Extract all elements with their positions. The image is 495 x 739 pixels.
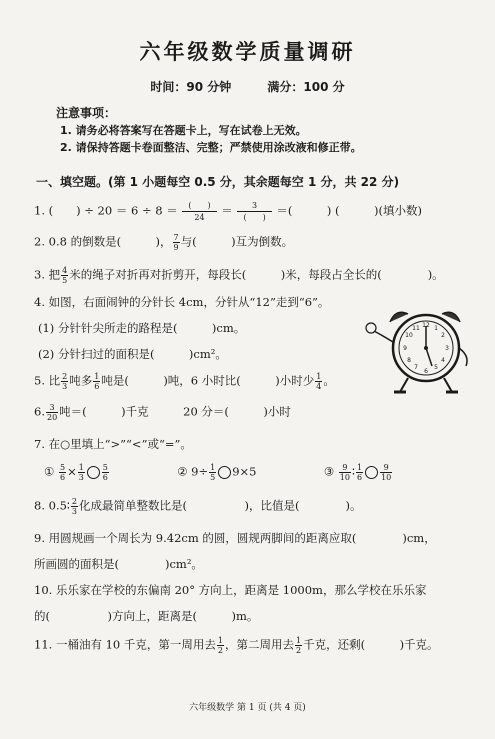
- fraction: $\frac{7}{9}$: [173, 233, 179, 252]
- svg-text:5: 5: [434, 364, 438, 371]
- svg-text:6: 6: [424, 368, 428, 375]
- fraction: $\frac{1}{6}$: [356, 463, 363, 482]
- fraction: $\frac{3}{( )}$: [237, 200, 271, 223]
- fraction: $\frac{( )}{24}$: [182, 200, 216, 223]
- compare-circle[interactable]: [218, 466, 231, 479]
- time-limit: 时间：90 分钟: [150, 80, 232, 94]
- svg-text:1: 1: [434, 325, 438, 332]
- compare-circle[interactable]: [365, 466, 378, 479]
- question-4-2: (2) 分针扫过的面积是( )cm²。: [38, 347, 227, 361]
- svg-text:12: 12: [422, 322, 430, 329]
- question-5: 5. 比 $\frac{2}{3}$ 吨多 $\frac{1}{6}$ 吨是( )吨，6 小时比( )小时少 $\frac{1}{4}$ 。: [34, 372, 335, 391]
- svg-text:9: 9: [403, 345, 407, 352]
- fraction: $\frac{1}{2}$: [217, 636, 223, 655]
- question-2: 2. 0.8 的倒数是( )， $\frac{7}{9}$ 与( )互为倒数。: [34, 233, 294, 252]
- full-score: 满分：100 分: [267, 80, 345, 94]
- alarm-clock-icon: [362, 300, 472, 400]
- svg-text:4: 4: [441, 357, 445, 364]
- question-7: 7. 在○里填上“>”“<”或“=”。: [34, 437, 192, 451]
- svg-text:11: 11: [412, 325, 420, 332]
- fraction: $\frac{5}{6}$: [59, 463, 66, 482]
- exam-info: [0, 78, 495, 95]
- fraction: $\frac{2}{3}$: [62, 372, 68, 391]
- svg-text:2: 2: [441, 332, 445, 339]
- fraction: $\frac{1}{5}$: [210, 463, 216, 482]
- fraction: $\frac{4}{5}$: [62, 266, 68, 285]
- question-8: 8. 0.5∶ $\frac{2}{3}$ 化成最简单整数比是( )，比值是( )。: [34, 497, 362, 516]
- fraction: $\frac{1}{2}$: [295, 636, 302, 655]
- svg-text:7: 7: [414, 364, 418, 371]
- svg-text:10: 10: [405, 332, 413, 339]
- fraction: $\frac{9}{10}$: [381, 463, 392, 482]
- fraction: $\frac{1}{6}$: [94, 372, 100, 391]
- question-9: 9. 用圆规画一个周长为 9.42cm 的圆，圆规两脚间的距离应取( )cm，: [34, 531, 436, 545]
- notice-item: 2. 请保持答题卡卷面整洁、完整；严禁使用涂改液和修正带。: [60, 141, 362, 154]
- section-heading: 一、填空题。(第 1 小题每空 0.5 分，其余题每空 1 分，共 22 分): [36, 175, 400, 189]
- question-11: 11. 一桶油有 10 千克，第一周用去 $\frac{1}{2}$ ，第二周用去 $\frac{1}{2}$ 千克，还剩( )千克。: [34, 636, 439, 655]
- fraction: $\frac{2}{3}$: [71, 497, 78, 516]
- fraction: $\frac{1}{4}$: [316, 372, 322, 391]
- compare-circle[interactable]: [87, 466, 100, 479]
- question-10-line2: 的( )方向上，距离是( )m。: [34, 609, 259, 623]
- notice-item: 1. 请务必将答案写在答题卡上，写在试卷上无效。: [60, 124, 307, 137]
- fraction: $\frac{1}{3}$: [78, 463, 84, 482]
- question-9-line2: 所画圆的面积是( )cm²。: [34, 557, 203, 571]
- question-10: 10. 乐乐家在学校的东偏南 20° 方向上，距离是 1000m，那么学校在乐乐家: [34, 583, 427, 597]
- svg-text:3: 3: [445, 345, 449, 352]
- page-title: 六年级数学质量调研: [139, 40, 356, 64]
- question-4-1: (1) 分针针尖所走的路程是( )cm。: [38, 321, 246, 335]
- fraction: $\frac{3}{20}$: [46, 403, 58, 422]
- question-7-items: ① $\frac{5}{6}$ × $\frac{1}{3}$ $\frac{5}{6}$ ② 9÷ $\frac{1}{5}$ 9×5 ③ $\frac{9}{10}$ ∶ $\frac{1}{6}$ $\frac{9}{10}$: [44, 463, 392, 482]
- question-4: 4. 如图，右面闹钟的分针长 4cm，分针从“12”走到“6”。: [34, 295, 330, 309]
- svg-text:8: 8: [407, 357, 411, 364]
- fraction: $\frac{5}{6}$: [102, 463, 108, 482]
- question-6: 6. $\frac{3}{20}$ 吨＝( )千克 20 分＝( )小时: [34, 403, 291, 422]
- question-3: 3. 把 $\frac{4}{5}$ 米的绳子对折再对折剪开，每段长( )米，每段占全长的( )。: [34, 266, 444, 285]
- page-footer: 六年级数学 第 1 页 (共 4 页): [189, 703, 306, 713]
- question-1: 1. ( ) ÷ 20 ＝ 6 ÷ 8 ＝ $\frac{( )}{24}$ ＝ $\frac{3}{( )}$ ＝( ) ( )(填小数): [34, 201, 422, 222]
- fraction: $\frac{9}{10}$: [339, 463, 350, 482]
- notice-heading: 注意事项：: [56, 106, 117, 120]
